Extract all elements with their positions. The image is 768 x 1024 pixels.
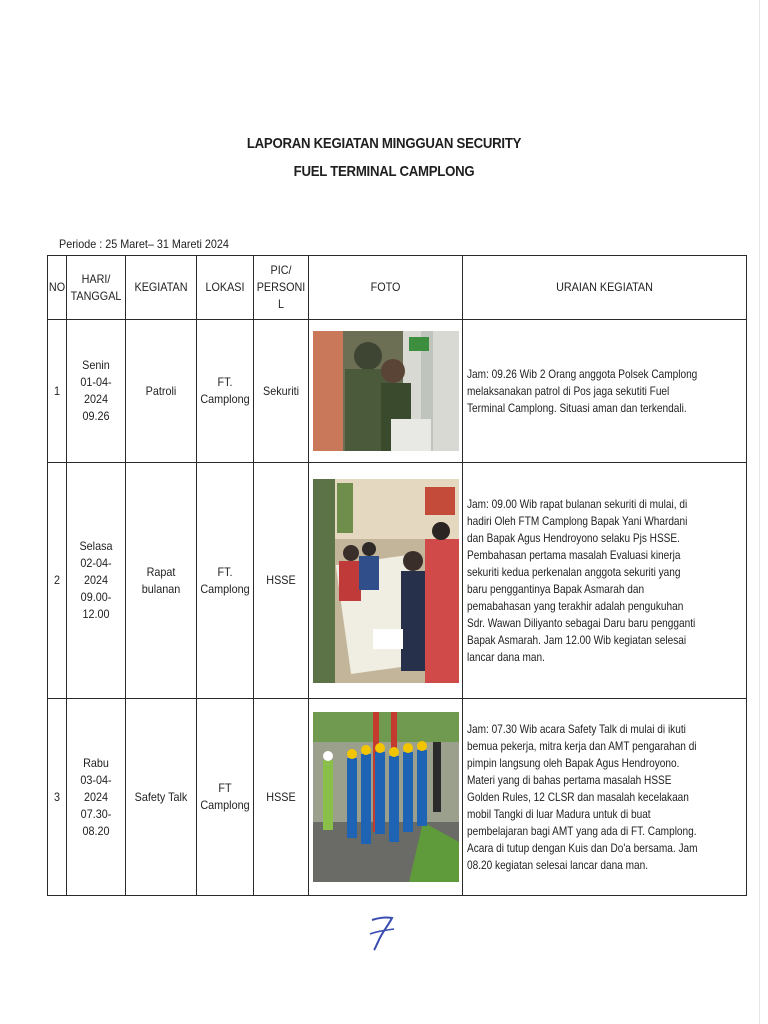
report-title: LAPORAN KEGIATAN MINGGUAN SECURITY [246,135,522,152]
row-pic: HSSE [254,463,309,699]
safety-talk-photo [313,712,459,882]
table-header-row [48,256,747,320]
activity-table [47,255,747,896]
row-photo-cell [309,699,463,896]
row-description: Jam: 07.30 Wib acara Safety Talk di mulai di ikuti bemua pekerja, mitra kerja dan AMT pengarahan di pimpin langsung oleh Bapak Agus Hendroyono. Materi yang di bahas pertama masalah HSSE Golden Rules, 12 CLSR dan masalah kecelakaan mobil Tangki di luar Madura untuk di buat pembelajaran bagi AMT yang ada di FT. Camplong. Acara di tutup dengan Kuis dan Do'a bersama. Jam 08.20 kegiatan selesai lancar dana man. [463,699,747,896]
row-photo-cell [309,463,463,699]
scan-edge-line [759,0,760,1024]
row-location: FT Camplong [197,699,254,896]
row-number: 2 [48,463,67,699]
col-header-lokasi: LOKASI [197,256,254,320]
row-pic: Sekuriti [254,320,309,463]
col-header-kegiatan: KEGIATAN [126,256,197,320]
row-day-date: Senin 01-04-2024 09.26 [67,320,126,463]
row-pic: HSSE [254,699,309,896]
table-row [48,463,747,699]
table-row [48,699,747,896]
row-number: 3 [48,699,67,896]
report-subtitle: FUEL TERMINAL CAMPLONG [293,163,475,180]
meeting-photo [313,479,459,683]
row-location: FT. Camplong [197,320,254,463]
row-description: Jam: 09.00 Wib rapat bulanan sekuriti di mulai, di hadiri Oleh FTM Camplong Bapak Yani Whardani dan Bapak Agus Hendroyono selaku Pjs HSSE. Pembahasan pertama masalah Evaluasi kinerja sekuriti kedua perkenalan anggota sekuriti yang baru penggantinya Bapak Asmarah dan pemabahasan yang terakhir adalah pengukuhan Sdr. Wawan Diliyanto sebagai Daru baru pengganti Bapak Asmarah. Jam 12.00 Wib kegiatan selesai lancar dana man. [463,463,747,699]
row-number: 1 [48,320,67,463]
col-header-no: NO [48,256,67,320]
handwritten-signature-icon [366,912,398,952]
row-activity: Safety Talk [126,699,197,896]
row-activity: Patroli [126,320,197,463]
report-period: Periode : 25 Maret– 31 Mareti 2024 [59,237,229,251]
patrol-photo [313,331,459,451]
col-header-pic-personil: PIC/ PERSONI L [254,256,309,320]
col-header-uraian: URAIAN KEGIATAN [463,256,747,320]
row-location: FT. Camplong [197,463,254,699]
col-header-hari-tanggal: HARI/ TANGGAL [67,256,126,320]
table-row [48,320,747,463]
row-activity: Rapat bulanan [126,463,197,699]
row-day-date: Rabu 03-04-2024 07.30- 08.20 [67,699,126,896]
row-description: Jam: 09.26 Wib 2 Orang anggota Polsek Camplong melaksanakan patrol di Pos jaga sekutiti Fuel Terminal Camplong. Situasi aman dan terkendali. [463,320,747,463]
col-header-foto: FOTO [309,256,463,320]
row-day-date: Selasa 02-04-2024 09.00- 12.00 [67,463,126,699]
row-photo-cell [309,320,463,463]
